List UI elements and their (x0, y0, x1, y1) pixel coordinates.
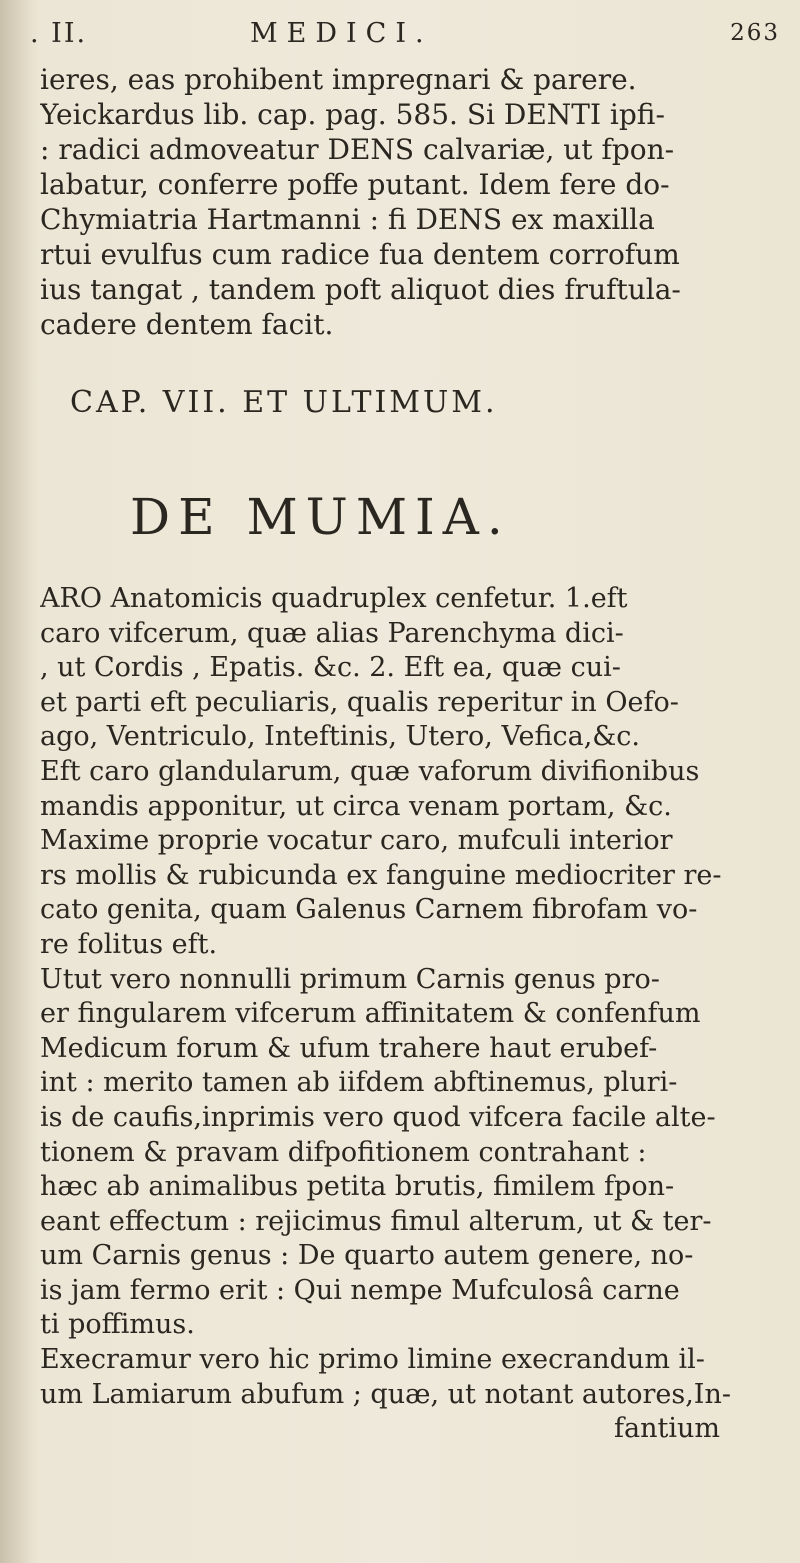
text-line: um Carnis genus : De quarto autem genere, no- (40, 1240, 694, 1272)
text-line: mandis apponitur, ut circa venam portam, &c. (40, 790, 672, 822)
text-line: hæc ab animalibus petita brutis, fimilem fpon- (40, 1171, 675, 1203)
text-line: ius tangat , tandem poft aliquot dies fruftula- (40, 273, 681, 306)
text-line: Execramur vero hic primo limine execrandum il- (40, 1344, 705, 1376)
text-line: cadere dentem facit. (40, 308, 334, 341)
text-line: ago, Ventriculo, Inteftinis, Utero, Vefica,&c. (40, 721, 641, 753)
text-line: rs mollis & rubicunda ex fanguine mediocriter re- (40, 859, 722, 891)
text-line: tionem & pravam difpofitionem contrahant : (40, 1136, 647, 1168)
catchword: fantium (614, 1413, 720, 1445)
text-line: cato genita, quam Galenus Carnem fibrofam vo- (40, 894, 698, 926)
text-line: : radici admoveatur DENS calvariæ, ut fpon- (40, 133, 675, 166)
text-line: um Lamiarum abufum ; quæ, ut notant autores,In- (40, 1378, 731, 1410)
text-line: er fingularem vifcerum affinitatem & confenfum (40, 998, 701, 1030)
text-line: Chymiatria Hartmanni : fi DENS ex maxilla (40, 203, 655, 236)
header-title: MEDICI. (250, 18, 433, 49)
text-line: re folitus eft. (40, 928, 218, 960)
text-line: ti poffimus. (40, 1309, 195, 1341)
text-line: Utut vero nonnulli primum Carnis genus pro- (40, 963, 660, 995)
text-line: caro vifcerum, quæ alias Parenchyma dici- (40, 617, 624, 649)
chapter-title: DE MUMIA. (130, 488, 511, 546)
header-section-number: . II. (30, 18, 88, 49)
text-line: ARO Anatomicis quadruplex cenfetur. 1.eft (40, 583, 628, 614)
page-number: 263 (730, 20, 780, 46)
text-line: int : merito tamen ab iifdem abftinemus, pluri- (40, 1067, 678, 1099)
text-line: eant effectum : rejicimus fimul alterum, ut & ter- (40, 1205, 712, 1237)
page-gutter (0, 0, 30, 1563)
preceding-paragraph (40, 62, 780, 342)
text-line: et parti eft peculiaris, qualis reperitur in Oefo- (40, 686, 679, 718)
chapter-heading: CAP. VII. ET ULTIMUM. (70, 385, 498, 420)
text-line: Eft caro glandularum, quæ vaforum divifionibus (40, 755, 700, 787)
running-header (30, 18, 780, 58)
text-line: Medicum forum & ufum trahere haut erubef- (40, 1032, 658, 1064)
text-line: ieres, eas prohibent impregnari & parere. (40, 63, 637, 96)
text-line: is jam fermo erit : Qui nempe Mufculosâ carne (40, 1274, 680, 1306)
text-line: rtui evulfus cum radice fua dentem corrofum (40, 238, 680, 271)
chapter-body (40, 582, 780, 1447)
text-line: Yeickardus lib. cap. pag. 585. Si DENTI ipfi- (40, 98, 665, 131)
text-line: , ut Cordis , Epatis. &c. 2. Eft ea, quæ cui- (40, 652, 621, 684)
text-line: Maxime proprie vocatur caro, mufculi interior (40, 825, 673, 857)
text-line: is de caufis,inprimis vero quod vifcera facile alte- (40, 1101, 716, 1133)
text-line: labatur, conferre poffe putant. Idem fere do- (40, 168, 670, 201)
